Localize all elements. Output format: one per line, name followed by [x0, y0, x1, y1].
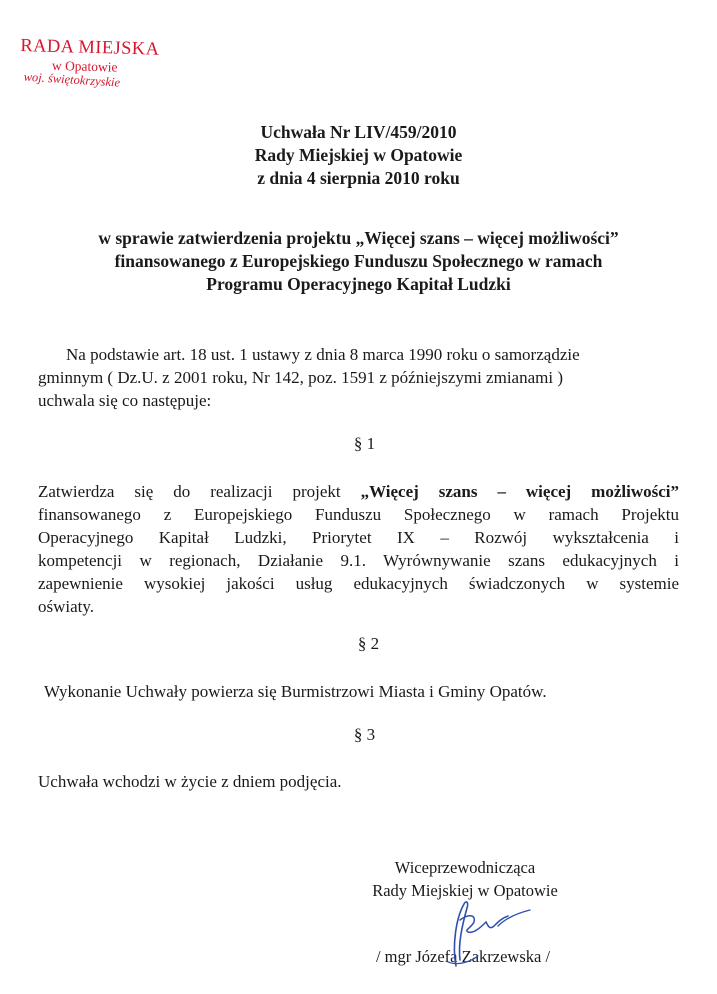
section-1-line-2: finansowanego z Europejskiego Funduszu Społecznego w ramach Projektu — [38, 505, 679, 524]
section-1-mark: § 1 — [353, 434, 376, 453]
subject-line-1: w sprawie zatwierdzenia projektu „Więcej szans – więcej możliwości” — [98, 228, 619, 248]
preamble — [38, 343, 678, 412]
stamp-line-1: RADA MIEJSKA — [20, 36, 160, 60]
section-2-text: Wykonanie Uchwały powierza się Burmistrzowi Miasta i Gminy Opatów. — [44, 682, 547, 701]
section-1-line-4: kompetencji w regionach, Działanie 9.1. Wyrównywanie szans edukacyjnych i — [38, 551, 679, 570]
handwritten-signature — [438, 896, 538, 976]
section-1-line-6: oświaty. — [38, 597, 95, 616]
subject-line-2: finansowanego z Europejskiego Funduszu Społecznego w ramach — [114, 251, 603, 271]
project-name: „Więcej szans – więcej możliwości” — [360, 482, 679, 501]
section-2-mark: § 2 — [357, 634, 380, 653]
signatory-name: / mgr Józefa Zakrzewska / — [375, 947, 551, 966]
section-1-line-3: Operacyjnego Kapitał Ludzki, Priorytet IX – Rozwój wykształcenia i — [38, 528, 679, 547]
preamble-line-2: gminnym ( Dz.U. z 2001 roku, Nr 142, poz. 1591 z późniejszymi zmianami ) — [38, 368, 563, 387]
title-date: z dnia 4 sierpnia 2010 roku — [257, 168, 460, 188]
section-1-line-5: zapewnienie wysokiej jakości usług edukacyjnych świadczonych w systemie — [38, 574, 679, 593]
title-council: Rady Miejskiej w Opatowie — [254, 145, 463, 165]
section-1-text — [38, 480, 679, 618]
section-3-text: Uchwała wchodzi w życie z dniem podjęcia. — [38, 772, 342, 791]
signatory-role: Wiceprzewodnicząca — [394, 858, 536, 877]
stamp-line-3: woj. świętokrzyskie — [23, 69, 121, 90]
section-1-line-1-text: Zatwierdza się do realizacji projekt — [38, 482, 361, 501]
stamp-line-2: w Opatowie — [51, 57, 118, 75]
title-number: Uchwała Nr LIV/459/2010 — [260, 122, 457, 142]
subject-line-3: Programu Operacyjnego Kapitał Ludzki — [206, 274, 511, 294]
council-stamp — [19, 36, 170, 91]
section-1-line-1 — [38, 480, 679, 503]
section-3-mark: § 3 — [353, 725, 376, 744]
signatory-body: Rady Miejskiej w Opatowie — [372, 881, 558, 900]
resolution-subject — [0, 227, 717, 296]
resolution-title — [0, 121, 717, 190]
preamble-line-3: uchwala się co następuje: — [38, 391, 212, 410]
preamble-line-1: Na podstawie art. 18 ust. 1 ustawy z dnia 8 marca 1990 roku o samorządzie — [66, 345, 580, 364]
